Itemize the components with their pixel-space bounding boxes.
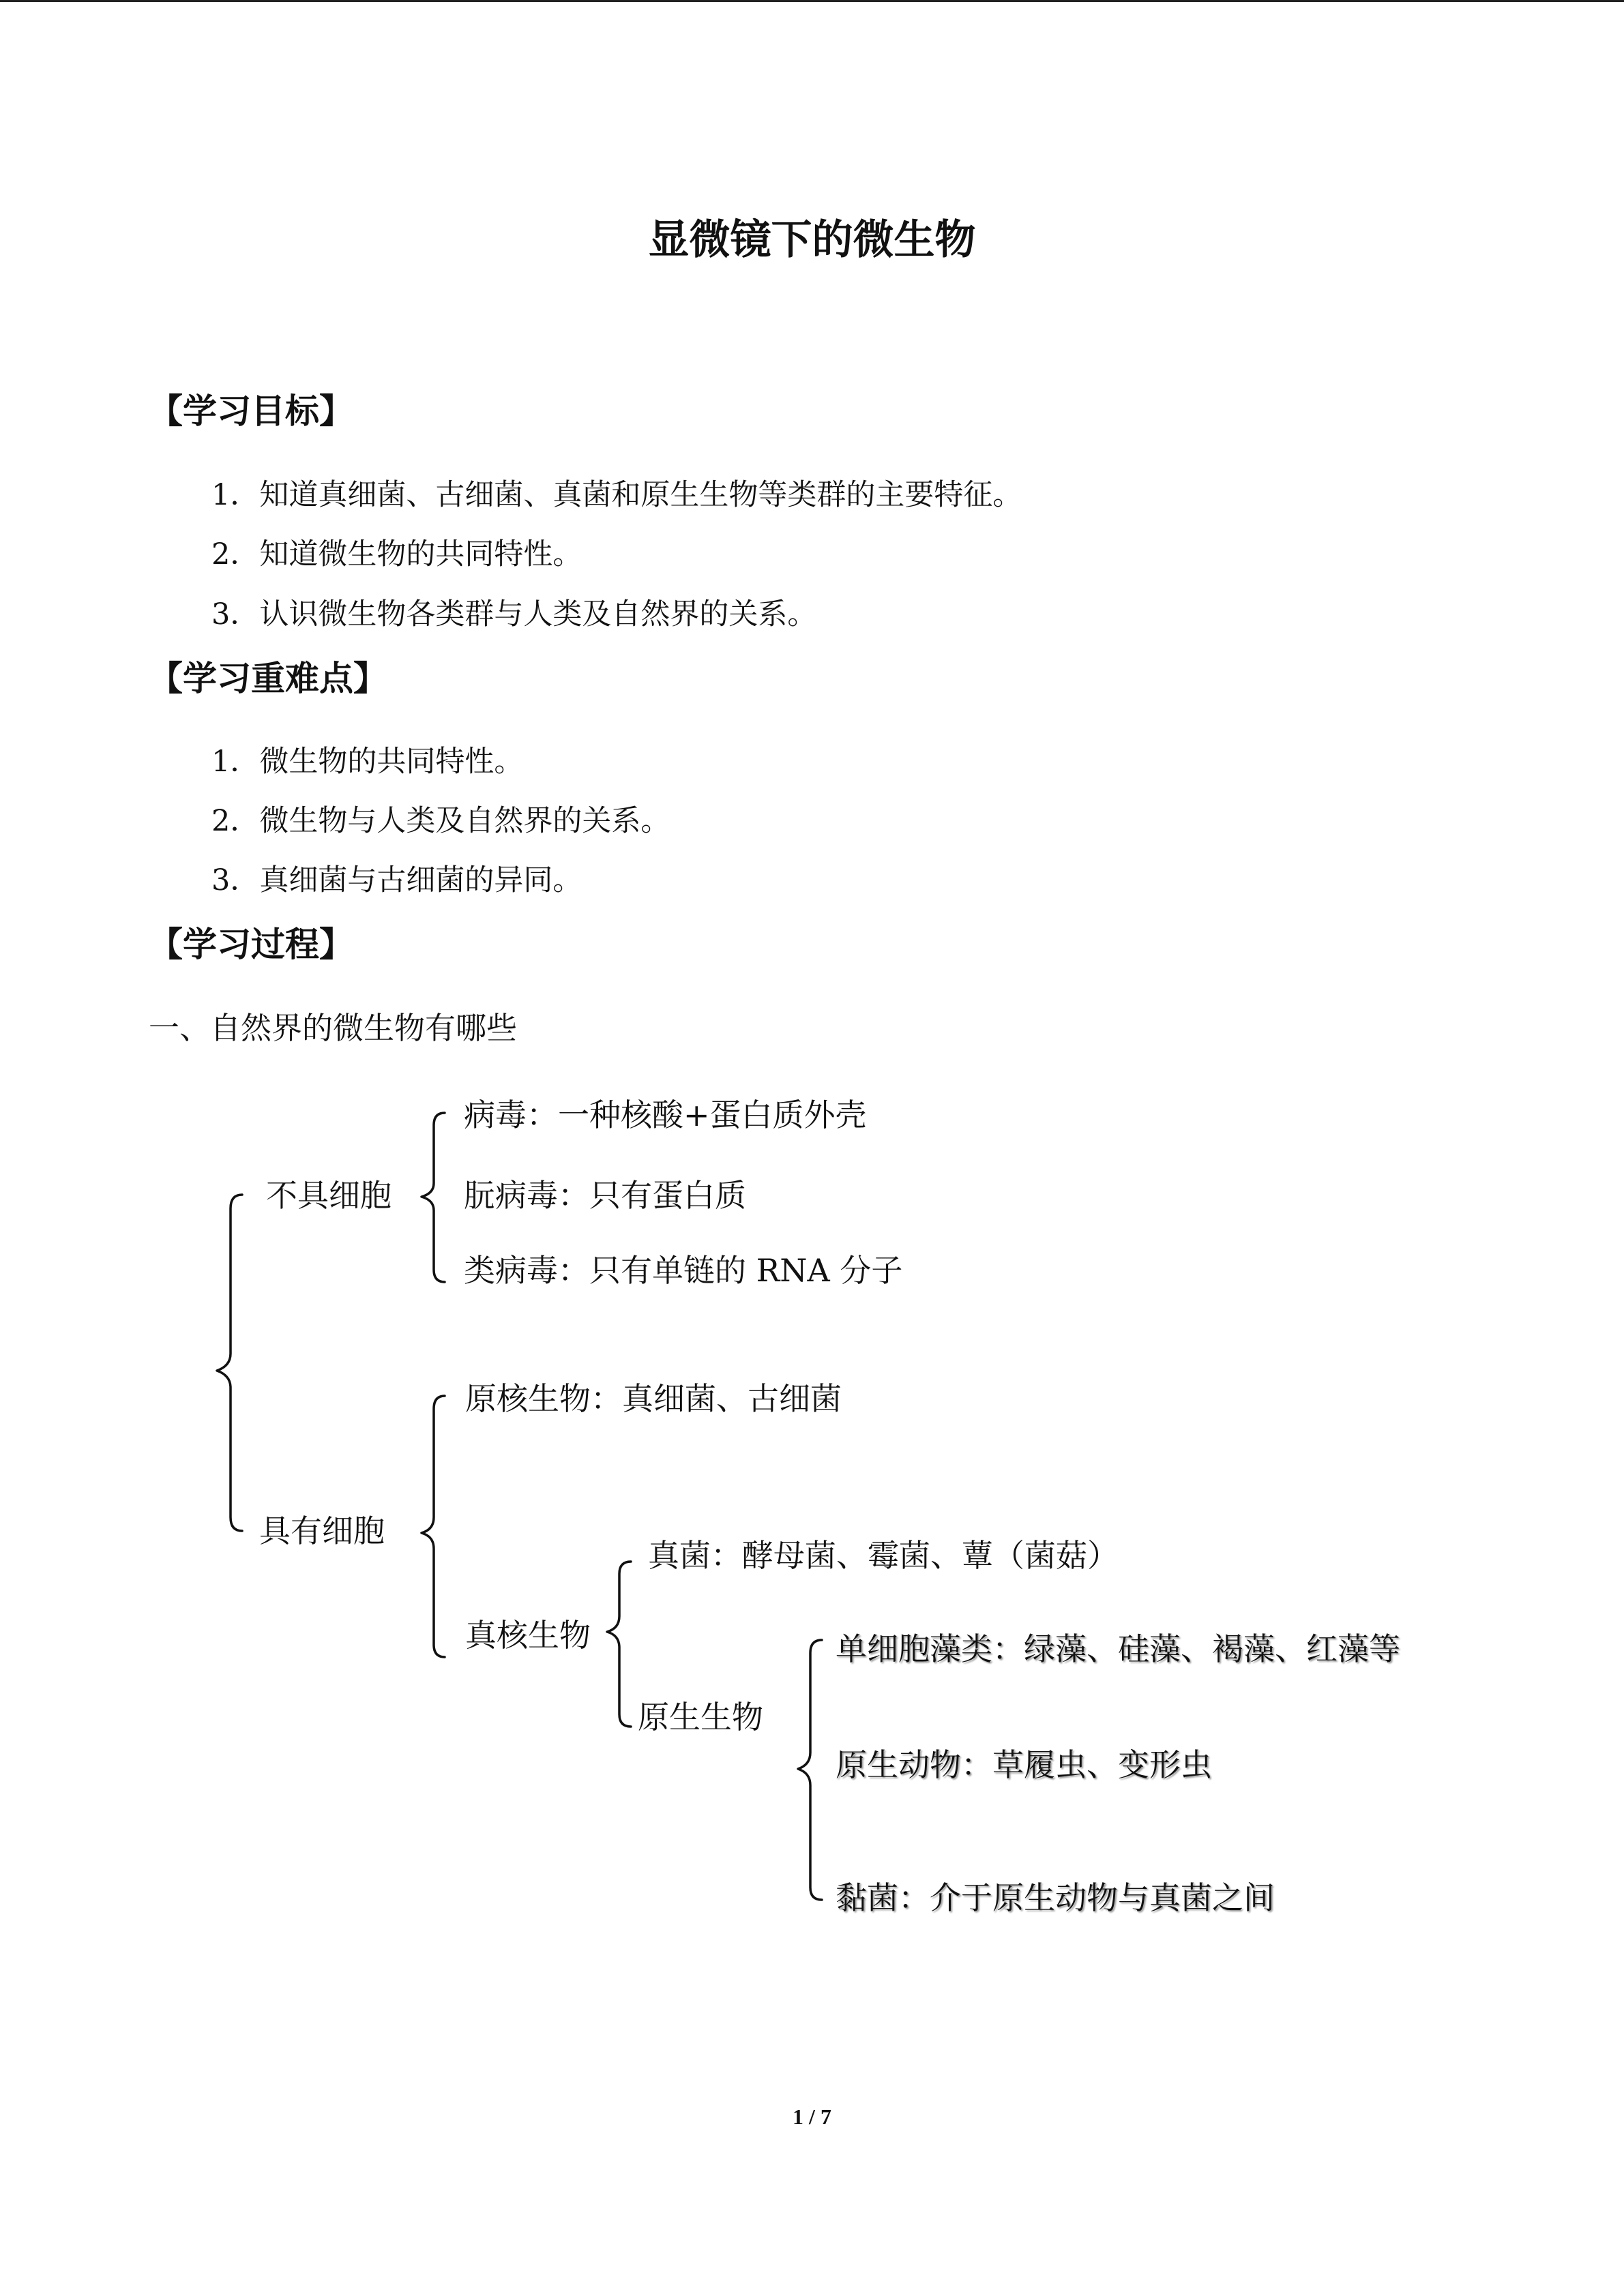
tree-leaf-prokaryote: 原核生物：真细菌、古细菌 [465,1380,842,1417]
section-heading-objectives: 【学习目标】 [149,391,353,431]
tree-node-eukaryote: 真核生物 [465,1617,591,1654]
key-point-item-3: 3．真细菌与古细菌的异同。 [211,863,582,897]
section-heading-process: 【学习过程】 [149,925,353,964]
objective-item-2: 2．知道微生物的共同特性。 [211,537,582,571]
tree-node-protist: 原生生物 [638,1699,763,1735]
tree-leaf-fungi: 真菌：酵母菌、霉菌、蕈（菌菇） [648,1537,1119,1574]
process-subheading: 一、自然界的微生物有哪些 [149,1010,518,1046]
tree-leaf-unicellular-algae: 单细胞藻类：绿藻、硅藻、褐藻、红藻等 [836,1630,1400,1667]
section-heading-key-points: 【学习重难点】 [149,659,387,698]
tree-leaf-slime-mold: 黏菌：介于原生动物与真菌之间 [836,1879,1275,1916]
tree-leaf-viroid: 类病毒：只有单链的 RNA 分子 [464,1252,903,1289]
objective-item-1: 1．知道真细菌、古细菌、真菌和原生生物等类群的主要特征。 [211,478,1022,512]
tree-node-acellular: 不具细胞 [266,1177,392,1214]
key-point-item-1: 1．微生物的共同特性。 [211,745,524,779]
document-title: 显微镜下的微生物 [648,216,976,264]
objective-item-3: 3．认识微生物各类群与人类及自然界的关系。 [211,597,817,631]
key-point-item-2: 2．微生物与人类及自然界的关系。 [211,804,670,838]
tree-leaf-protozoa: 原生动物：草履虫、变形虫 [836,1746,1212,1783]
tree-node-cellular: 具有细胞 [259,1512,385,1549]
page-number: 1 / 7 [793,2104,831,2129]
tree-leaf-virus: 病毒：一种核酸+蛋白质外壳 [464,1097,867,1133]
tree-leaf-prion: 朊病毒：只有蛋白质 [464,1177,746,1214]
